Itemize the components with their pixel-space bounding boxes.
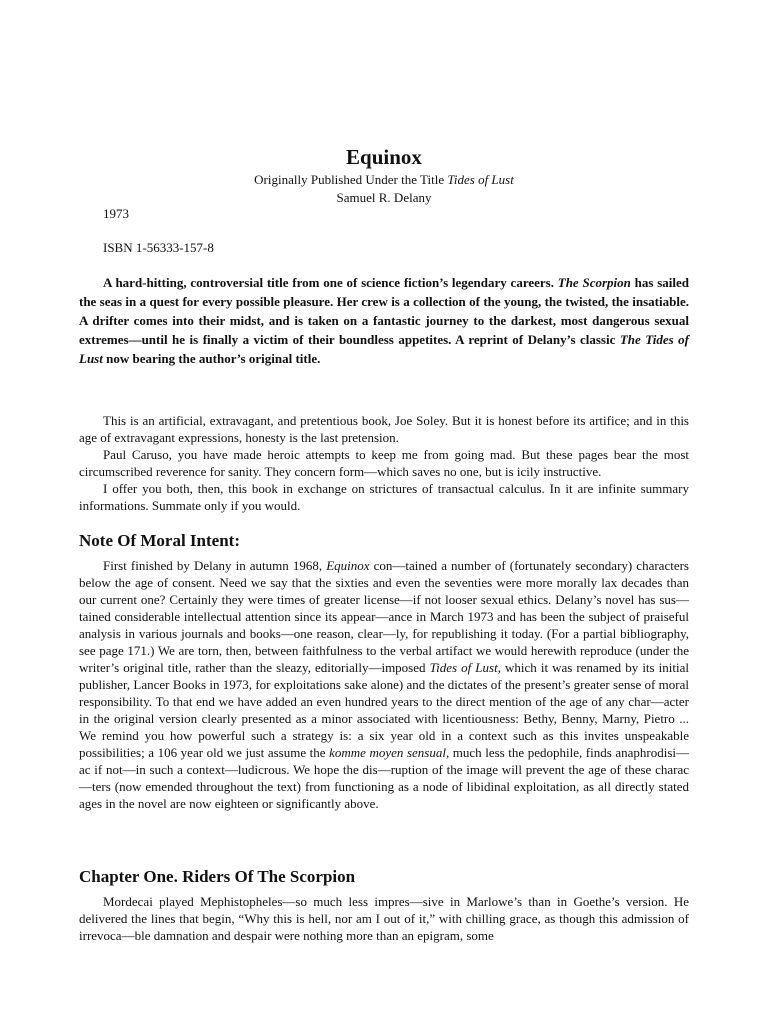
moral-text-3: which it was renamed by its initial publisher, Lancer Books in 1973, for exploitations sake alone) and the dictates of the present’s greater sense of moral responsibility. To that end we have added an even hundred years to the direct mention of the age of any char—acter in the original version clearly presented as a minor associated with licentiousness: Bethy, Benny, Marny, Pietro ... We remind you how powerful such a strategy is: a six year old in a context such as this invites unspeakable possibilities; a 106 year old we just assume the <box>79 660 690 760</box>
book-subtitle <box>79 171 689 188</box>
publication-year: 1973 <box>103 206 129 221</box>
moral-italic-2: Tides of Lust, <box>429 660 501 675</box>
moral-text-1: First finished by Delany in autumn 1968, <box>103 558 327 573</box>
blurb-text-2: has sailed the seas in a quest for every possible pleasure. Her crew is a collection of the young, the twisted, the insatiable. A drifter comes into their midst, and is taken on a fantastic journey to the darkest, most dangerous sexual extremes—until he is finally a victim of their boundless appetites. A reprint of Delany’s classic <box>79 275 690 347</box>
subtitle-original-title: Tides of Lust <box>447 172 514 187</box>
moral-intent-body <box>79 557 689 812</box>
isbn: ISBN 1-56333-157-8 <box>103 240 214 255</box>
book-blurb <box>79 273 689 368</box>
dedication-paragraph: I offer you both, then, this book in exchange on strictures of transactual calculus. In it are infinite summary informations. Summate only if you would. <box>79 481 689 513</box>
blurb-text-3: now bearing the author’s original title. <box>102 351 321 366</box>
moral-text-2: con—tained a number of (fortunately secondary) characters below the age of consent. Need we say that the sixties and even the seventies were more morally lax decades than our current one? Certainly they were times of greater license—if not looser sexual ethics. Delany’s novel has sus—tained considerable intellectual attention since its appear—ance in March 1973 and has been the subject of praiseful analysis in various journals and books—one reason, clear—ly, for republishing it today. (For a partial bibliography, see page 171.) We are torn, then, between faithfulness to the verbal artifact we would herewith reproduce (under the writer’s original title, rather than the sleazy, editorially—imposed <box>79 558 689 675</box>
dedication-paragraph: Paul Caruso, you have made heroic attempts to keep me from going mad. But these pages bear the most circumscribed reverence for sanity. They concern form—which saves no one, but is icily instructive. <box>79 447 689 479</box>
chapter-one-body <box>79 893 689 944</box>
dedication-paragraph: This is an artificial, extravagant, and pretentious book, Joe Soley. But it is honest before its artifice; and in this age of extravagant expressions, honesty is the last pretension. <box>79 413 689 445</box>
book-author: Samuel R. Delany <box>336 190 432 205</box>
moral-intent-paragraph <box>79 557 689 812</box>
blurb-italic-2: The Tides of Lust <box>79 332 689 366</box>
blurb-italic-1: The Scorpion <box>557 275 631 290</box>
moral-intent-heading: Note Of Moral Intent: <box>79 531 240 550</box>
moral-italic-3: komme moyen sensual, <box>329 745 450 760</box>
moral-text-4: much less the pedophile, finds anaphrodisi—ac if not—in such a context—ludicrous. We hope the dis—ruption of the image will prevent the age of these charac—ters (now emended throughout the text) from functioning as a node of libidinal exploitation, as all directly stated ages in the novel are now eighteen or significantly above. <box>79 745 690 811</box>
moral-italic-1: Equinox <box>326 558 370 573</box>
chapter-paragraph: Mordecai played Mephistopheles—so much less impres—sive in Marlowe’s than in Goethe’s version. He delivered the lines that begin, “Why this is hell, nor am I out of it,” with chilling grace, as though this admission of irrevoca—ble damnation and despair were nothing more than an epigram, some <box>79 894 689 943</box>
dedication <box>79 412 689 514</box>
book-title: Equinox <box>346 145 422 169</box>
chapter-one-heading: Chapter One. Riders Of The Scorpion <box>79 867 356 886</box>
subtitle-text: Originally Published Under the Title <box>254 172 448 187</box>
blurb-text-1: A hard-hitting, controversial title from one of science fiction’s legendary careers. <box>103 275 558 290</box>
